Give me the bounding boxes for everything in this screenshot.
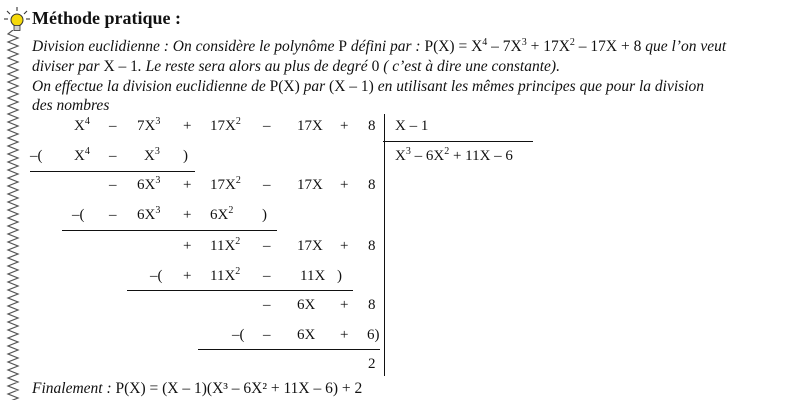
division-term: –(	[150, 268, 163, 284]
division-term: +	[183, 268, 192, 284]
polynomial-definition: $P(X) = X^4 - 7X^3 + 17X^2 - 17X + 8$	[424, 37, 642, 55]
intro-text-b: diviser par	[32, 58, 104, 75]
division-rule	[62, 230, 277, 231]
division-term: 8	[368, 177, 376, 193]
division-term: 6X	[297, 297, 316, 313]
division-term: 17X	[297, 118, 323, 134]
intro-text-e: On effectue la division euclidienne de	[32, 78, 270, 95]
division-term: –	[263, 327, 271, 343]
division-term: $17X^2$	[210, 116, 241, 134]
final-expression: P(X) = (X – 1)(X³ – 6X² + 11X – 6) + 2	[115, 380, 363, 397]
division-term: $X^3$	[144, 146, 160, 164]
division-term: –	[263, 118, 271, 134]
division-term: $11X^2$	[210, 266, 241, 284]
division-term: 8	[368, 118, 376, 134]
division-term: –(	[232, 327, 245, 343]
division-term: –	[109, 118, 117, 134]
division-label: Division euclidienne :	[32, 38, 169, 55]
division-term: +	[340, 177, 349, 193]
final-label: Finalement :	[32, 380, 112, 397]
division-term: 6X	[297, 327, 316, 343]
degree-zero: 0	[371, 58, 380, 75]
division-term: 17X	[297, 177, 323, 193]
xm1-inline: (X – 1)	[329, 78, 374, 95]
intro-line-4: des nombres	[32, 97, 110, 114]
final-result	[32, 380, 362, 398]
division-term: )	[262, 207, 267, 223]
division-term: +	[183, 207, 192, 223]
division-term: )	[337, 268, 342, 284]
lightbulb-icon	[4, 6, 30, 34]
division-rule	[30, 171, 195, 172]
intro-text-a: On considère le polynôme	[168, 38, 339, 55]
division-term: 8	[368, 238, 376, 254]
division-term: +	[340, 297, 349, 313]
divisor-inline: X – 1	[103, 58, 138, 75]
division-term: 17X	[297, 238, 323, 254]
division-rule	[127, 290, 353, 291]
division-term: +	[183, 238, 192, 254]
division-term: –	[263, 177, 271, 193]
division-term: $X^4$	[74, 146, 90, 164]
division-bar	[384, 114, 385, 376]
px-inline: P(X)	[269, 78, 300, 95]
division-term: +	[340, 238, 349, 254]
division-term: +	[183, 177, 192, 193]
section-title: Méthode pratique :	[32, 8, 181, 28]
division-term: $7X^3$	[137, 116, 161, 134]
remainder: 2	[368, 356, 376, 372]
intro-line-2	[32, 58, 560, 76]
divisor: X – 1	[395, 118, 429, 134]
zigzag-rule-icon	[6, 30, 20, 400]
intro-text-f: par	[299, 78, 330, 95]
division-term: –	[263, 268, 271, 284]
division-term: )	[183, 148, 188, 164]
poly-name: P	[338, 38, 347, 55]
division-term: +	[340, 327, 349, 343]
division-term: 8	[368, 297, 376, 313]
division-term: $17X^2$	[210, 175, 241, 193]
division-term: –	[109, 177, 117, 193]
division-term: –(	[30, 148, 43, 164]
intro-line-3	[32, 78, 704, 96]
division-term: –	[109, 207, 117, 223]
intro-text-d: ( c’est à dire une constante).	[379, 58, 560, 75]
division-rule	[198, 349, 380, 350]
division-term: $6X^3$	[137, 175, 161, 193]
division-term: $6X^2$	[210, 205, 234, 223]
division-rule	[383, 141, 533, 142]
intro-text-c: . Le reste sera alors au plus de degré	[137, 58, 372, 75]
division-term: +	[340, 118, 349, 134]
division-term: –(	[72, 207, 85, 223]
division-term: –	[263, 297, 271, 313]
intro-defword: défini par :	[346, 38, 425, 55]
quotient: $X^3 - 6X^2 + 11X - 6$	[395, 146, 513, 164]
division-term: $X^4$	[74, 116, 90, 134]
division-term: 11X	[300, 268, 326, 284]
division-term: $6X^3$	[137, 205, 161, 223]
intro-text-g: en utilisant les mêmes principes que pour la division	[373, 78, 705, 95]
division-term: –	[109, 148, 117, 164]
division-term: +	[183, 118, 192, 134]
division-term: $11X^2$	[210, 236, 241, 254]
intro-line-1	[32, 38, 726, 56]
division-term: 6)	[367, 327, 380, 343]
division-term: –	[263, 238, 271, 254]
intro-tail: que l’on veut	[641, 38, 727, 55]
